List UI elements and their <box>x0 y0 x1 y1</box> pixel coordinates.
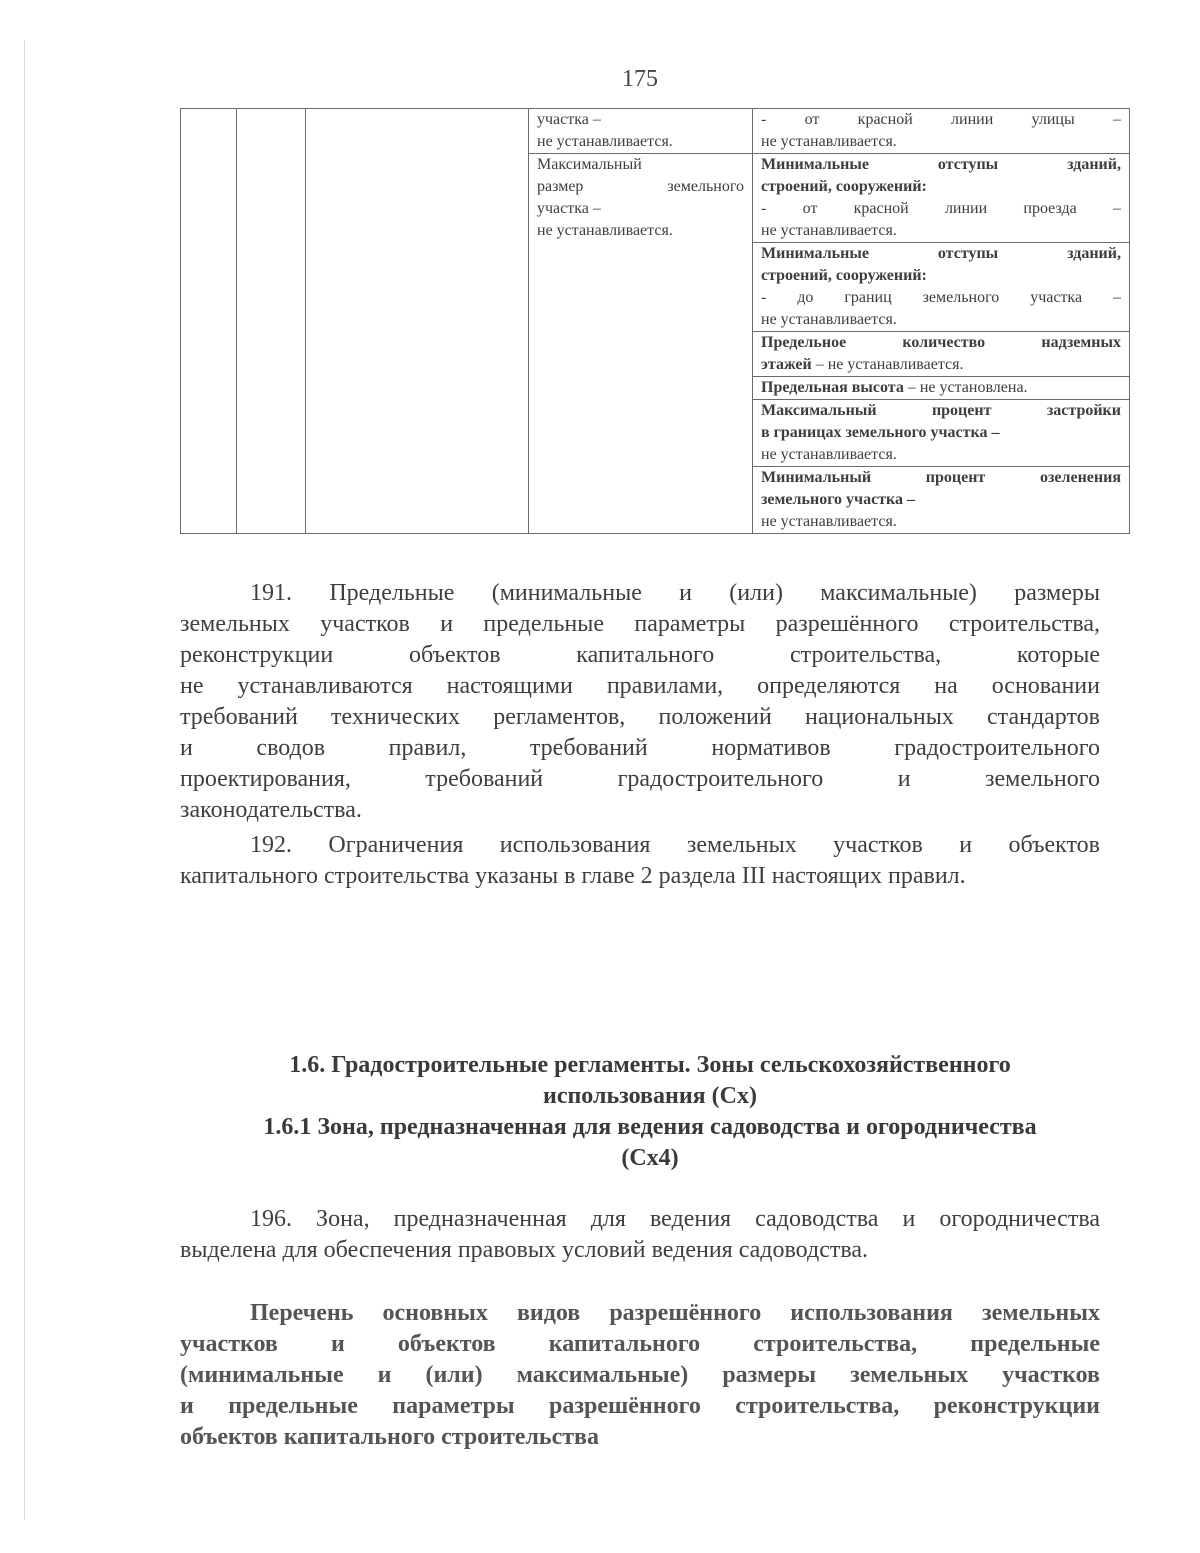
cell-text: – не установлена. <box>903 379 1028 396</box>
cell-line: Минимальные отступы зданий, <box>761 245 1121 262</box>
text-line: объектов капитального строительства <box>180 1424 600 1450</box>
cell-line: размер земельного <box>537 178 744 195</box>
paragraph-196 <box>180 1204 1100 1266</box>
text-line: требований технических регламентов, положений национальных стандартов <box>180 704 1100 730</box>
regulations-table <box>180 108 1130 534</box>
text-line: законодательства. <box>180 797 362 823</box>
cell-line: Минимальные отступы зданий, <box>761 156 1121 173</box>
table-cell-parameter <box>753 377 1130 400</box>
permitted-uses-list-heading <box>180 1298 1100 1453</box>
subsection-heading-line: 1.6.1 Зона, предназначенная для ведения садоводства и огородничества <box>263 1114 1037 1140</box>
section-heading <box>180 1050 1120 1174</box>
table-cell-parameter <box>753 332 1130 377</box>
text-line: 191. Предельные (минимальные и (или) максимальные) размеры <box>250 580 1100 606</box>
text-line: проектирования, требований градостроительного и земельного <box>180 766 1100 792</box>
text-line: 192. Ограничения использования земельных участков и объектов <box>250 832 1100 858</box>
subsection-heading-line: (Сх4) <box>621 1145 679 1171</box>
cell-line: не устанавливается. <box>761 446 897 463</box>
cell-line: не устанавливается. <box>761 222 897 239</box>
text-line: не устанавливаются настоящими правилами, определяются на основании <box>180 673 1100 699</box>
text-line: и предельные параметры разрешённого строительства, реконструкции <box>180 1393 1100 1419</box>
table-cell-parameter <box>753 243 1130 332</box>
cell-line: строений, сооружений: <box>761 178 927 195</box>
heading-line: использования (Сх) <box>543 1083 757 1109</box>
table-row <box>181 109 1130 154</box>
cell-line: не устанавливается. <box>537 222 673 239</box>
heading-line: 1.6. Градостроительные регламенты. Зоны сельскохозяйственного <box>289 1052 1011 1078</box>
cell-line: земельного участка – <box>761 491 916 508</box>
cell-line: Предельное количество надземных <box>761 334 1121 351</box>
table-cell-empty <box>181 109 237 534</box>
cell-line: Максимальный <box>537 156 642 173</box>
cell-bold-text: Предельная высота <box>761 379 904 396</box>
cell-line: участка – <box>537 200 601 217</box>
cell-line: не устанавливается. <box>761 133 897 150</box>
text-line: участков и объектов капитального строительства, предельные <box>180 1331 1100 1357</box>
cell-line: - от красной линии проезда – <box>761 200 1121 217</box>
page-number: 175 <box>622 66 658 92</box>
paragraph-191 <box>180 578 1100 826</box>
text-line: (минимальные и (или) максимальные) размеры земельных участков <box>180 1362 1100 1388</box>
cell-line: участка – <box>537 111 601 128</box>
cell-line: строений, сооружений: <box>761 267 927 284</box>
cell-line: Максимальный процент застройки <box>761 402 1121 419</box>
table-cell-parameter <box>753 400 1130 467</box>
text-line: земельных участков и предельные параметры разрешённого строительства, <box>180 611 1100 637</box>
table-cell-parameter <box>753 109 1130 154</box>
table-cell-land-plot <box>529 154 753 534</box>
table-cell-parameter <box>753 154 1130 243</box>
cell-line: в границах земельного участка – <box>761 424 1000 441</box>
cell-bold-text: этажей <box>761 356 812 373</box>
cell-line: - до границ земельного участка – <box>761 289 1121 306</box>
paragraph-192 <box>180 830 1100 892</box>
text-line: 196. Зона, предназначенная для ведения садоводства и огородничества <box>250 1206 1100 1232</box>
text-line: выделена для обеспечения правовых условий ведения садоводства. <box>180 1237 869 1263</box>
text-line: реконструкции объектов капитального строительства, которые <box>180 642 1100 668</box>
text-line: капитального строительства указаны в главе 2 раздела III настоящих правил. <box>180 863 966 889</box>
table-cell-empty <box>237 109 306 534</box>
table-cell-land-plot <box>529 109 753 154</box>
cell-line: не устанавливается. <box>761 513 897 530</box>
cell-line: - от красной линии улицы – <box>761 111 1121 128</box>
text-line: Перечень основных видов разрешённого использования земельных <box>250 1300 1100 1326</box>
table-cell-parameter <box>753 467 1130 534</box>
cell-line: не устанавливается. <box>761 311 897 328</box>
cell-line: Минимальный процент озеленения <box>761 469 1121 486</box>
cell-line: не устанавливается. <box>537 133 673 150</box>
scan-edge-line <box>24 40 25 1520</box>
text-line: и сводов правил, требований нормативов градостроительного <box>180 735 1100 761</box>
table-cell-empty <box>306 109 529 534</box>
cell-text: – не устанавливается. <box>811 356 964 373</box>
